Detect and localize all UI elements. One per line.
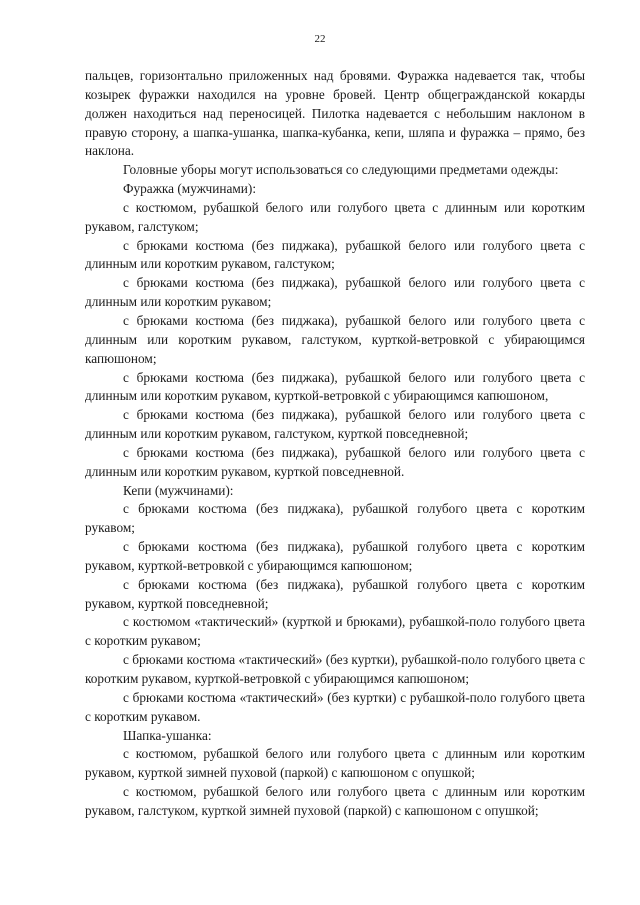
paragraph: с брюками костюма «тактический» (без куртки) с рубашкой-поло голубого цвета с коротким рукавом. [85,689,585,724]
paragraph: с костюмом, рубашкой белого или голубого цвета с длинным или коротким рукавом, галстуком, курткой зимней пуховой (паркой) с капюшоном с опушкой; [85,784,585,818]
paragraph: с брюками костюма «тактический» (без куртки), рубашкой-поло голубого цвета с коротким рукавом, курткой-ветровкой с убирающимся капюшоном; [85,652,585,686]
paragraph: с брюками костюма (без пиджака), рубашкой белого или голубого цвета с длинным или коротким рукавом, курткой-ветровкой с убирающимся капюшоном, [85,369,585,404]
paragraph: Фуражка (мужчинами): [123,181,257,197]
paragraph: с брюками костюма (без пиджака), рубашкой белого или голубого цвета с длинным или коротким рукавом, галстуком, курткой-ветровкой с убирающимся капюшоном; [85,312,585,366]
paragraph: с брюками костюма (без пиджака), рубашкой белого или голубого цвета с длинным или коротким рукавом, галстуком, курткой повседневной; [85,407,585,442]
paragraph: с брюками костюма (без пиджака), рубашкой белого или голубого цвета с длинным или коротким рукавом; [85,275,585,310]
document-body [85,67,585,821]
paragraph: с брюками костюма (без пиджака), рубашкой белого или голубого цвета с длинным или коротким рукавом, галстуком; [85,237,585,272]
paragraph: с брюками костюма (без пиджака), рубашкой голубого цвета с коротким рукавом, курткой повседневной; [85,576,585,611]
paragraph: с брюками костюма (без пиджака), рубашкой голубого цвета с коротким рукавом, курткой-ветровкой с убирающимся капюшоном; [85,539,585,573]
paragraph: с костюмом «тактический» (курткой и брюками), рубашкой-поло голубого цвета с коротким рукавом; [85,614,585,649]
paragraph: пальцев, горизонтально приложенных над бровями. Фуражка надевается так, чтобы козырек фуражки находился на уровне бровей. Центр общегражданской кокарды должен находиться над переносицей. Пилотка надевается с небольшим наклоном в правую сторону, а шапка-ушанка, шапка-кубанка, кепи, шляпа и фуражка – прямо, без наклона. [85,68,585,159]
paragraph: Шапка-ушанка: [123,727,212,743]
paragraph: Головные уборы могут использоваться со следующими предметами одежды: [123,162,559,178]
paragraph: с брюками костюма (без пиджака), рубашкой голубого цвета с коротким рукавом; [85,501,585,536]
page-number: 22 [314,33,326,45]
paragraph: с брюками костюма (без пиджака), рубашкой белого или голубого цвета с длинным или коротким рукавом, курткой повседневной. [85,444,585,479]
paragraph: с костюмом, рубашкой белого или голубого цвета с длинным или коротким рукавом, курткой зимней пуховой (паркой) с капюшоном с опушкой; [85,746,585,781]
paragraph: с костюмом, рубашкой белого или голубого цвета с длинным или коротким рукавом, галстуком; [85,199,585,234]
paragraph: Кепи (мужчинами): [123,482,234,498]
